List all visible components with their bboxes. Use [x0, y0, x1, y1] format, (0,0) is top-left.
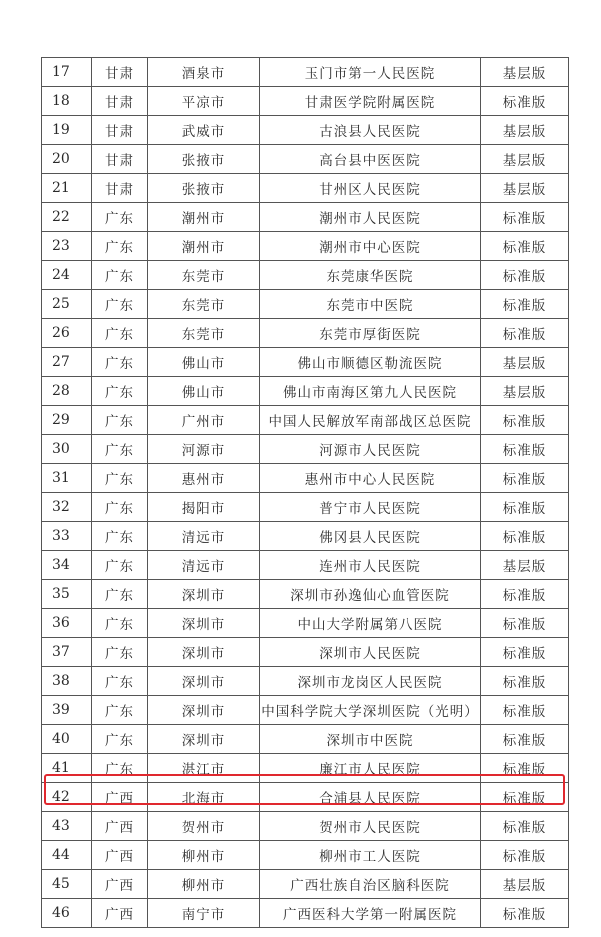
hospital-list-table-wrapper: [41, 57, 568, 928]
table-row: [42, 464, 569, 493]
city-cell: 佛山市: [148, 348, 260, 377]
hospital-name-cell: 潮州市中心医院: [260, 232, 481, 261]
hospital-name-cell: 广西壮族自治区脑科医院: [260, 870, 481, 899]
hospital-name-cell: 东莞市中医院: [260, 290, 481, 319]
version-cell: 基层版: [481, 551, 569, 580]
table-row: [42, 174, 569, 203]
version-cell: 标准版: [481, 783, 569, 812]
version-cell: 标准版: [481, 754, 569, 783]
hospital-list-table: [41, 57, 569, 928]
province-cell: 广东: [92, 406, 148, 435]
city-cell: 揭阳市: [148, 493, 260, 522]
table-row: [42, 841, 569, 870]
row-number-cell: 29: [42, 406, 92, 435]
row-number-cell: 39: [42, 696, 92, 725]
province-cell: 广东: [92, 580, 148, 609]
table-row: [42, 812, 569, 841]
hospital-name-cell: 高台县中医医院: [260, 145, 481, 174]
city-cell: 深圳市: [148, 580, 260, 609]
version-cell: 基层版: [481, 116, 569, 145]
table-row: [42, 232, 569, 261]
table-row: [42, 696, 569, 725]
row-number-cell: 35: [42, 580, 92, 609]
city-cell: 柳州市: [148, 870, 260, 899]
province-cell: 甘肃: [92, 174, 148, 203]
version-cell: 标准版: [481, 319, 569, 348]
table-row: [42, 145, 569, 174]
hospital-name-cell: 柳州市工人医院: [260, 841, 481, 870]
city-cell: 张掖市: [148, 145, 260, 174]
hospital-name-cell: 甘州区人民医院: [260, 174, 481, 203]
province-cell: 广东: [92, 232, 148, 261]
hospital-name-cell: 东莞康华医院: [260, 261, 481, 290]
city-cell: 深圳市: [148, 696, 260, 725]
version-cell: 标准版: [481, 841, 569, 870]
version-cell: 标准版: [481, 638, 569, 667]
table-row: [42, 493, 569, 522]
version-cell: 标准版: [481, 464, 569, 493]
province-cell: 广西: [92, 841, 148, 870]
table-row: [42, 667, 569, 696]
row-number-cell: 23: [42, 232, 92, 261]
row-number-cell: 42: [42, 783, 92, 812]
province-cell: 广东: [92, 319, 148, 348]
city-cell: 河源市: [148, 435, 260, 464]
city-cell: 东莞市: [148, 261, 260, 290]
province-cell: 广东: [92, 522, 148, 551]
province-cell: 广东: [92, 754, 148, 783]
province-cell: 广东: [92, 290, 148, 319]
version-cell: 标准版: [481, 667, 569, 696]
city-cell: 深圳市: [148, 609, 260, 638]
province-cell: 广东: [92, 435, 148, 464]
row-number-cell: 28: [42, 377, 92, 406]
table-row: [42, 435, 569, 464]
hospital-name-cell: 中国科学院大学深圳医院（光明）: [260, 696, 481, 725]
table-row: [42, 203, 569, 232]
version-cell: 标准版: [481, 493, 569, 522]
province-cell: 广东: [92, 348, 148, 377]
city-cell: 深圳市: [148, 638, 260, 667]
hospital-name-cell: 广西医科大学第一附属医院: [260, 899, 481, 928]
city-cell: 贺州市: [148, 812, 260, 841]
row-number-cell: 32: [42, 493, 92, 522]
city-cell: 深圳市: [148, 667, 260, 696]
hospital-name-cell: 贺州市人民医院: [260, 812, 481, 841]
row-number-cell: 22: [42, 203, 92, 232]
row-number-cell: 34: [42, 551, 92, 580]
row-number-cell: 33: [42, 522, 92, 551]
city-cell: 柳州市: [148, 841, 260, 870]
city-cell: 清远市: [148, 551, 260, 580]
hospital-name-cell: 合浦县人民医院: [260, 783, 481, 812]
city-cell: 平凉市: [148, 87, 260, 116]
hospital-name-cell: 潮州市人民医院: [260, 203, 481, 232]
hospital-name-cell: 佛冈县人民医院: [260, 522, 481, 551]
province-cell: 广东: [92, 464, 148, 493]
city-cell: 清远市: [148, 522, 260, 551]
version-cell: 基层版: [481, 870, 569, 899]
row-number-cell: 36: [42, 609, 92, 638]
province-cell: 甘肃: [92, 87, 148, 116]
version-cell: 标准版: [481, 609, 569, 638]
city-cell: 湛江市: [148, 754, 260, 783]
row-number-cell: 26: [42, 319, 92, 348]
hospital-name-cell: 佛山市南海区第九人民医院: [260, 377, 481, 406]
table-row: [42, 725, 569, 754]
province-cell: 甘肃: [92, 116, 148, 145]
hospital-name-cell: 深圳市龙岗区人民医院: [260, 667, 481, 696]
version-cell: 标准版: [481, 812, 569, 841]
province-cell: 广东: [92, 609, 148, 638]
version-cell: 基层版: [481, 174, 569, 203]
city-cell: 东莞市: [148, 290, 260, 319]
hospital-name-cell: 古浪县人民医院: [260, 116, 481, 145]
table-row: [42, 261, 569, 290]
table-row: [42, 377, 569, 406]
row-number-cell: 41: [42, 754, 92, 783]
hospital-name-cell: 中国人民解放军南部战区总医院: [260, 406, 481, 435]
row-number-cell: 44: [42, 841, 92, 870]
row-number-cell: 40: [42, 725, 92, 754]
version-cell: 标准版: [481, 725, 569, 754]
table-body: [42, 58, 569, 928]
table-row: [42, 638, 569, 667]
table-row: [42, 870, 569, 899]
hospital-name-cell: 廉江市人民医院: [260, 754, 481, 783]
row-number-cell: 37: [42, 638, 92, 667]
version-cell: 标准版: [481, 290, 569, 319]
hospital-name-cell: 深圳市孙逸仙心血管医院: [260, 580, 481, 609]
hospital-name-cell: 惠州市中心人民医院: [260, 464, 481, 493]
hospital-name-cell: 深圳市人民医院: [260, 638, 481, 667]
city-cell: 惠州市: [148, 464, 260, 493]
version-cell: 标准版: [481, 435, 569, 464]
version-cell: 基层版: [481, 58, 569, 87]
province-cell: 广东: [92, 725, 148, 754]
city-cell: 武威市: [148, 116, 260, 145]
version-cell: 基层版: [481, 348, 569, 377]
row-number-cell: 45: [42, 870, 92, 899]
table-row: [42, 290, 569, 319]
city-cell: 佛山市: [148, 377, 260, 406]
province-cell: 广东: [92, 667, 148, 696]
hospital-name-cell: 甘肃医学院附属医院: [260, 87, 481, 116]
row-number-cell: 38: [42, 667, 92, 696]
row-number-cell: 19: [42, 116, 92, 145]
hospital-name-cell: 连州市人民医院: [260, 551, 481, 580]
row-number-cell: 46: [42, 899, 92, 928]
province-cell: 甘肃: [92, 145, 148, 174]
table-row: [42, 319, 569, 348]
city-cell: 潮州市: [148, 203, 260, 232]
version-cell: 标准版: [481, 899, 569, 928]
city-cell: 北海市: [148, 783, 260, 812]
city-cell: 广州市: [148, 406, 260, 435]
table-row: [42, 783, 569, 812]
city-cell: 潮州市: [148, 232, 260, 261]
province-cell: 广西: [92, 899, 148, 928]
table-row: [42, 58, 569, 87]
version-cell: 基层版: [481, 145, 569, 174]
city-cell: 东莞市: [148, 319, 260, 348]
version-cell: 标准版: [481, 522, 569, 551]
table-row: [42, 406, 569, 435]
version-cell: 标准版: [481, 696, 569, 725]
hospital-name-cell: 玉门市第一人民医院: [260, 58, 481, 87]
version-cell: 标准版: [481, 261, 569, 290]
hospital-name-cell: 深圳市中医院: [260, 725, 481, 754]
row-number-cell: 43: [42, 812, 92, 841]
hospital-name-cell: 河源市人民医院: [260, 435, 481, 464]
province-cell: 广东: [92, 493, 148, 522]
table-row: [42, 899, 569, 928]
row-number-cell: 20: [42, 145, 92, 174]
province-cell: 广西: [92, 812, 148, 841]
province-cell: 广东: [92, 551, 148, 580]
table-row: [42, 609, 569, 638]
row-number-cell: 27: [42, 348, 92, 377]
row-number-cell: 31: [42, 464, 92, 493]
table-row: [42, 116, 569, 145]
city-cell: 酒泉市: [148, 58, 260, 87]
province-cell: 广东: [92, 696, 148, 725]
province-cell: 广西: [92, 783, 148, 812]
version-cell: 标准版: [481, 406, 569, 435]
row-number-cell: 30: [42, 435, 92, 464]
hospital-name-cell: 普宁市人民医院: [260, 493, 481, 522]
province-cell: 甘肃: [92, 58, 148, 87]
table-row: [42, 87, 569, 116]
table-row: [42, 580, 569, 609]
version-cell: 基层版: [481, 377, 569, 406]
row-number-cell: 25: [42, 290, 92, 319]
province-cell: 广东: [92, 203, 148, 232]
row-number-cell: 24: [42, 261, 92, 290]
hospital-name-cell: 佛山市顺德区勒流医院: [260, 348, 481, 377]
city-cell: 深圳市: [148, 725, 260, 754]
province-cell: 广西: [92, 870, 148, 899]
version-cell: 标准版: [481, 203, 569, 232]
city-cell: 张掖市: [148, 174, 260, 203]
table-row: [42, 754, 569, 783]
table-row: [42, 522, 569, 551]
row-number-cell: 17: [42, 58, 92, 87]
hospital-name-cell: 中山大学附属第八医院: [260, 609, 481, 638]
table-row: [42, 348, 569, 377]
city-cell: 南宁市: [148, 899, 260, 928]
version-cell: 标准版: [481, 232, 569, 261]
province-cell: 广东: [92, 377, 148, 406]
table-row: [42, 551, 569, 580]
hospital-name-cell: 东莞市厚街医院: [260, 319, 481, 348]
province-cell: 广东: [92, 261, 148, 290]
row-number-cell: 18: [42, 87, 92, 116]
row-number-cell: 21: [42, 174, 92, 203]
province-cell: 广东: [92, 638, 148, 667]
version-cell: 标准版: [481, 580, 569, 609]
version-cell: 标准版: [481, 87, 569, 116]
